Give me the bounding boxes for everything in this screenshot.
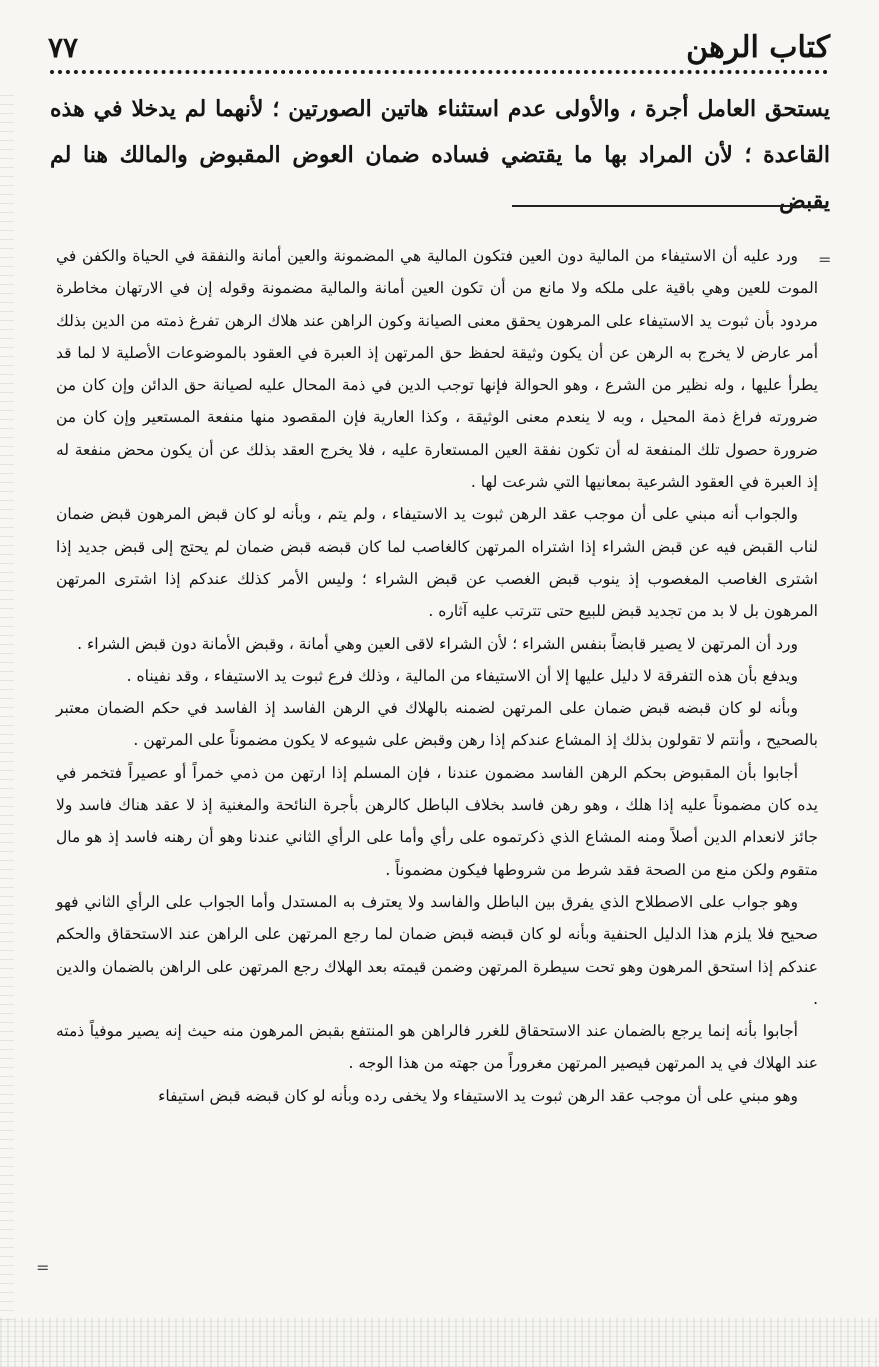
footnote-separator (512, 205, 828, 207)
footnote-paragraph: ويدفع بأن هذه التفرقة لا دليل عليها إلا أن الاستيفاء من المالية ، وذلك فرع ثبوت يد الاستيفاء ، وقد نفيناه . (126, 666, 798, 685)
header-dotted-divider (50, 70, 828, 80)
footnote-paragraph: أجابوا بأن المقبوض بحكم الرهن الفاسد مضمون عندنا ، فإن المسلم إذا ارتهن من ذمي خمراً أو عصيراً فتخمر في يده كان مضموناً عليه إذا هلك ، وهو رهن فاسد بخلاف الباطل كالرهن بأجرة النائحة والمغنية إذ لا عقد هناك فاسد ولا جائز لانعدام الدين أصلاً ومنه المشاع الذي ذكرتموه على رأي وأما على الرأي الثاني عندنا وهو أن رهنه فاسد إذ هو مال متقوم ولكن منع من الصحة فقد شرط من شروطها فيكون مضموناً . (56, 763, 818, 879)
footnote-paragraph: والجواب أنه مبني على أن موجب عقد الرهن ثبوت يد الاستيفاء ، ولم يتم ، وبأنه لو كان قبض المرهون قبض ضمان لناب القبض فيه عن قبض الشراء إذا اشتراه المرتهن كالغاصب لما كان قبضه قبض ضمان لم يحتج إلى قبض جديد إذا اشترى الغاصب المغصوب إذ ينوب قبض الغصب عن قبض الشراء ؛ وليس الأمر كذلك عندكم إذا اشترى المرتهن المرهون بل لا بد من تجديد قبض للبيع حتى تترتب عليه آثاره . (56, 505, 818, 621)
footnote-paragraph: وبأنه لو كان قبضه قبض ضمان على المرتهن لضمنه بالهلاك في الرهن الفاسد إذ الفاسد في حكم الضمان معتبر بالصحيح ، وأنتم لا تقولون بذلك إذ المشاع عندكم إذا رهن وقبض على شيوعه لا يكون مضموناً على المرتهن . (56, 699, 818, 750)
page-header (40, 20, 830, 70)
continuation-mark-bottom: = (36, 1258, 50, 1277)
footnote-paragraph: وهو جواب على الاصطلاح الذي يفرق بين الباطل والفاسد ولا يعترف به المستدل وأما الجواب على الرأي الثاني فهو صحيح فلا يلزم هذا الدليل الحنفية وبأنه لو كان قبضه قبض ضمان لما رجع المرتهن على الراهن عند الاستحقاق والحكم عندكم إذا استحق المرهون وهو تحت سيطرة المرتهن وضمن قيمته بعد الهلاك رجع المرتهن على الراهن بالضمان والدين . (56, 892, 818, 1008)
footnote-paragraph: أجابوا بأنه إنما يرجع بالضمان عند الاستحقاق للغرر فالراهن هو المنتفع بقبض المرهون منه حيث إنه يصير موفياً ذمته عند الهلاك في يد المرتهن فيصير المرتهن مغروراً من جهته من هذا الوجه . (56, 1022, 818, 1073)
footnotes (56, 240, 818, 1112)
page-number: ٧٧ (48, 31, 79, 64)
continuation-mark-top: = (818, 250, 832, 269)
main-text (50, 86, 830, 224)
footnote-paragraph: وهو مبني على أن موجب عقد الرهن ثبوت يد الاستيفاء ولا يخفى رده وبأنه لو كان قبضه قبض استيفاء (158, 1086, 798, 1105)
scan-bottom-texture (0, 1318, 879, 1367)
footnote-paragraph: ورد عليه أن الاستيفاء من المالية دون العين فتكون المالية هي المضمونة والعين أمانة والنفقة في الحياة والكفن في الموت للعين وهي باقية على ملكه ولا مانع من أن تكون العين أمانة والمالية مضمونة وقوله إن في الارتهان مخاطرة مردود بأن ثبوت يد الاستيفاء على المرهون يحقق معنى الصيانة وكون الراهن عند هلاك الرهن تفرغ ذمته من الدين بذلك أمر عارض لا يخرج به الرهن عن أن يكون وثيقة لحفظ حق المرتهن إذ العبرة في العقود بالموضوعات الأصلية لا لما قد يطرأ عليها ، وله نظير من الشرع ، وهو الحوالة فإنها توجب الدين في ذمة المحال عليه لصيانة حق الدائن وإن كان من ضرورته فراغ ذمة المحيل ، وبه لا ينعدم معنى الوثيقة ، وكذا العارية فإن المقصود منها منفعة المستعير وإن كان من ضرورة حصول تلك المنفعة له أن تكون نفقة العين المستعارة عليه ، فلا يخرج العقد بذلك عن أن يكون محض منفعة له إذ العبرة في العقود الشرعية بمعانيها التي شرعت لها . (56, 247, 818, 492)
scan-edge-texture (0, 90, 14, 1320)
main-paragraph: يستحق العامل أجرة ، والأولى عدم استثناء هاتين الصورتين ؛ لأنهما لم يدخلا في هذه القاعدة ؛ لأن المراد بها ما يقتضي فساده ضمان العوض المقبوض والمالك هنا لم يقبض (50, 96, 830, 214)
running-title: كتاب الرهن (686, 30, 830, 65)
footnote-paragraph: ورد أن المرتهن لا يصير قابضاً بنفس الشراء ؛ لأن الشراء لاقى العين وهي أمانة ، وقبض الأمانة دون قبض الشراء . (77, 634, 798, 653)
